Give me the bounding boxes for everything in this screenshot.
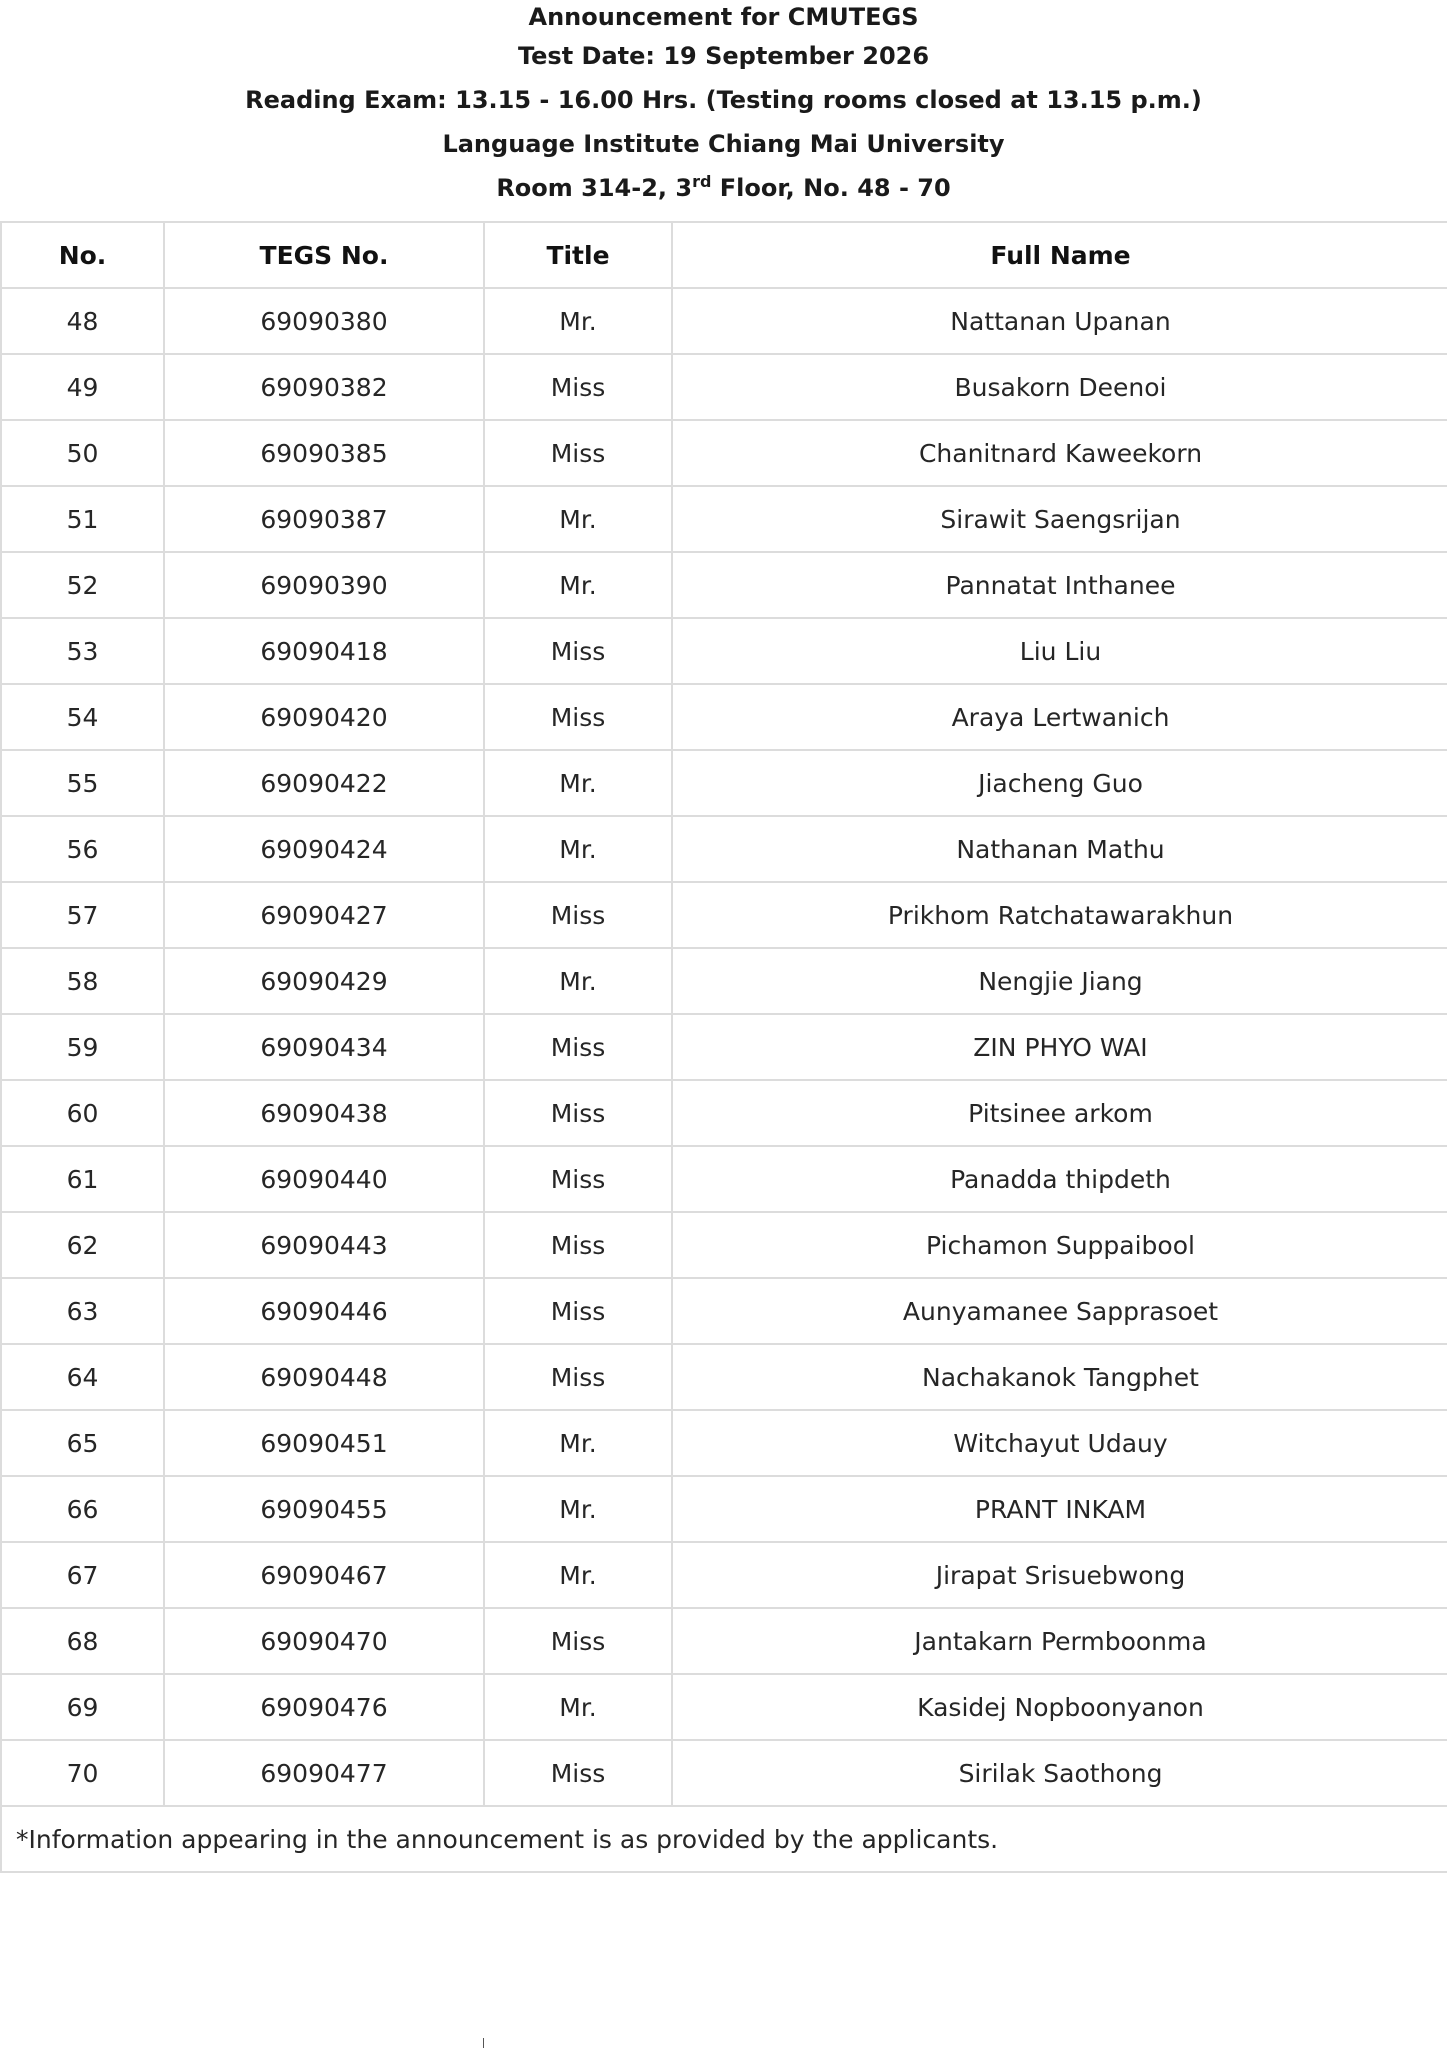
cell-title: Miss — [484, 1740, 672, 1806]
cell-tegs-no: 69090380 — [164, 288, 484, 354]
cell-no: 51 — [1, 486, 164, 552]
column-header-title: Title — [484, 222, 672, 288]
table-row — [1, 354, 1447, 420]
table-row — [1, 1212, 1447, 1278]
cell-title: Miss — [484, 1344, 672, 1410]
cell-tegs-no: 69090390 — [164, 552, 484, 618]
table-row — [1, 816, 1447, 882]
cell-full-name: Sirawit Saengsrijan — [672, 486, 1447, 552]
room-info-prefix: Room 314-2, 3 — [496, 174, 693, 202]
table-row — [1, 1608, 1447, 1674]
cell-tegs-no: 69090470 — [164, 1608, 484, 1674]
cell-full-name: Pitsinee arkom — [672, 1080, 1447, 1146]
cell-title: Miss — [484, 1014, 672, 1080]
cell-full-name: Aunyamanee Sapprasoet — [672, 1278, 1447, 1344]
cell-full-name: ZIN PHYO WAI — [672, 1014, 1447, 1080]
cell-full-name: Chanitnard Kaweekorn — [672, 420, 1447, 486]
cell-tegs-no: 69090424 — [164, 816, 484, 882]
cell-no: 65 — [1, 1410, 164, 1476]
cell-tegs-no: 69090418 — [164, 618, 484, 684]
table-row — [1, 288, 1447, 354]
cell-no: 64 — [1, 1344, 164, 1410]
cell-title: Mr. — [484, 948, 672, 1014]
cell-title: Mr. — [484, 1674, 672, 1740]
cell-title: Mr. — [484, 1476, 672, 1542]
cell-title: Miss — [484, 420, 672, 486]
cell-title: Miss — [484, 354, 672, 420]
cell-tegs-no: 69090477 — [164, 1740, 484, 1806]
cell-full-name: Busakorn Deenoi — [672, 354, 1447, 420]
cell-tegs-no: 69090387 — [164, 486, 484, 552]
cell-full-name: Nengjie Jiang — [672, 948, 1447, 1014]
cell-full-name: Araya Lertwanich — [672, 684, 1447, 750]
cell-no: 66 — [1, 1476, 164, 1542]
cell-title: Mr. — [484, 1542, 672, 1608]
cell-title: Miss — [484, 1278, 672, 1344]
table-row — [1, 1476, 1447, 1542]
table-row — [1, 684, 1447, 750]
table-row — [1, 1674, 1447, 1740]
cell-no: 55 — [1, 750, 164, 816]
cell-title: Mr. — [484, 816, 672, 882]
institute-name: Language Institute Chiang Mai University — [442, 130, 1005, 158]
table-row — [1, 552, 1447, 618]
cell-full-name: Pannatat Inthanee — [672, 552, 1447, 618]
cell-full-name: Sirilak Saothong — [672, 1740, 1447, 1806]
exam-time: Reading Exam: 13.15 - 16.00 Hrs. (Testing rooms closed at 13.15 p.m.) — [245, 86, 1202, 114]
cell-no: 69 — [1, 1674, 164, 1740]
page-footer-mark — [483, 2038, 484, 2048]
cell-title: Miss — [484, 1608, 672, 1674]
cell-tegs-no: 69090438 — [164, 1080, 484, 1146]
cell-no: 61 — [1, 1146, 164, 1212]
cell-tegs-no: 69090382 — [164, 354, 484, 420]
table-note-row — [1, 1806, 1447, 1872]
table-row — [1, 1014, 1447, 1080]
cell-no: 52 — [1, 552, 164, 618]
table-body — [1, 288, 1447, 1806]
table-row — [1, 1344, 1447, 1410]
cell-full-name: Witchayut Udauy — [672, 1410, 1447, 1476]
cell-no: 59 — [1, 1014, 164, 1080]
table-row — [1, 618, 1447, 684]
cell-tegs-no: 69090385 — [164, 420, 484, 486]
cell-title: Miss — [484, 1212, 672, 1278]
cell-tegs-no: 69090429 — [164, 948, 484, 1014]
cell-title: Miss — [484, 882, 672, 948]
cell-no: 53 — [1, 618, 164, 684]
cell-title: Miss — [484, 684, 672, 750]
cell-no: 63 — [1, 1278, 164, 1344]
cell-no: 58 — [1, 948, 164, 1014]
cell-tegs-no: 69090422 — [164, 750, 484, 816]
cell-no: 50 — [1, 420, 164, 486]
cell-no: 62 — [1, 1212, 164, 1278]
cell-tegs-no: 69090440 — [164, 1146, 484, 1212]
cell-full-name: Pichamon Suppaibool — [672, 1212, 1447, 1278]
table-row — [1, 882, 1447, 948]
cell-title: Miss — [484, 1146, 672, 1212]
test-date: Test Date: 19 September 2026 — [517, 42, 930, 70]
cell-full-name: Nathanan Mathu — [672, 816, 1447, 882]
column-header-no: No. — [1, 222, 164, 288]
cell-full-name: PRANT INKAM — [672, 1476, 1447, 1542]
room-info-suffix: Floor, No. 48 - 70 — [711, 174, 951, 202]
cell-no: 67 — [1, 1542, 164, 1608]
cell-full-name: Jantakarn Permboonma — [672, 1608, 1447, 1674]
cell-title: Mr. — [484, 750, 672, 816]
cell-no: 70 — [1, 1740, 164, 1806]
examinee-table — [0, 221, 1447, 1873]
cell-title: Mr. — [484, 552, 672, 618]
cell-no: 49 — [1, 354, 164, 420]
table-row — [1, 420, 1447, 486]
table-row — [1, 1278, 1447, 1344]
table-row — [1, 948, 1447, 1014]
announcement-header — [0, 0, 1447, 210]
cell-no: 57 — [1, 882, 164, 948]
cell-full-name: Prikhom Ratchatawarakhun — [672, 882, 1447, 948]
cell-no: 54 — [1, 684, 164, 750]
cell-full-name: Nachakanok Tangphet — [672, 1344, 1447, 1410]
cell-title: Miss — [484, 1080, 672, 1146]
cell-tegs-no: 69090448 — [164, 1344, 484, 1410]
table-row — [1, 1410, 1447, 1476]
cell-tegs-no: 69090467 — [164, 1542, 484, 1608]
cell-tegs-no: 69090427 — [164, 882, 484, 948]
cell-full-name: Jiacheng Guo — [672, 750, 1447, 816]
cell-tegs-no: 69090451 — [164, 1410, 484, 1476]
cell-full-name: Liu Liu — [672, 618, 1447, 684]
cell-no: 56 — [1, 816, 164, 882]
cell-tegs-no: 69090476 — [164, 1674, 484, 1740]
cell-tegs-no: 69090434 — [164, 1014, 484, 1080]
column-header-tegs-no: TEGS No. — [164, 222, 484, 288]
cell-tegs-no: 69090446 — [164, 1278, 484, 1344]
room-info — [0, 166, 1447, 210]
table-header-row — [1, 222, 1447, 288]
cell-no: 68 — [1, 1608, 164, 1674]
cell-no: 60 — [1, 1080, 164, 1146]
announcement-title: Announcement for CMUTEGS — [528, 3, 919, 31]
cell-full-name: Jirapat Srisuebwong — [672, 1542, 1447, 1608]
table-row — [1, 1080, 1447, 1146]
cell-full-name: Panadda thipdeth — [672, 1146, 1447, 1212]
cell-title: Mr. — [484, 486, 672, 552]
applicant-info-note: *Information appearing in the announcement is as provided by the applicants. — [1, 1806, 1447, 1872]
table-row — [1, 1740, 1447, 1806]
cell-tegs-no: 69090455 — [164, 1476, 484, 1542]
table-row — [1, 1542, 1447, 1608]
table-row — [1, 1146, 1447, 1212]
room-info-superscript: rd — [692, 172, 712, 191]
cell-title: Mr. — [484, 288, 672, 354]
column-header-full-name: Full Name — [672, 222, 1447, 288]
cell-full-name: Nattanan Upanan — [672, 288, 1447, 354]
cell-title: Mr. — [484, 1410, 672, 1476]
cell-full-name: Kasidej Nopboonyanon — [672, 1674, 1447, 1740]
cell-tegs-no: 69090420 — [164, 684, 484, 750]
cell-title: Miss — [484, 618, 672, 684]
table-row — [1, 750, 1447, 816]
cell-tegs-no: 69090443 — [164, 1212, 484, 1278]
table-row — [1, 486, 1447, 552]
cell-no: 48 — [1, 288, 164, 354]
